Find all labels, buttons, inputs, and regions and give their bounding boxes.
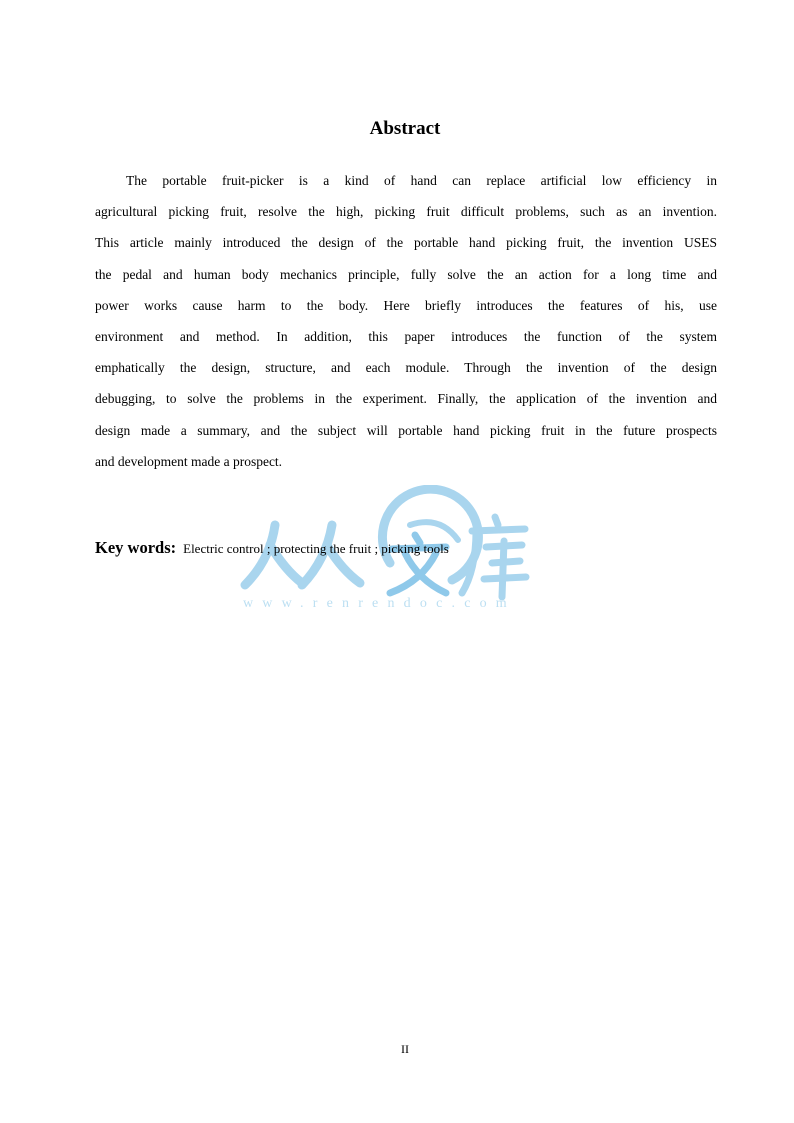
keywords-text: Electric control ; protecting the fruit ; picking tools xyxy=(183,541,449,556)
abstract-line: environment and method. In addition, this paper introduces the function of the system xyxy=(95,328,717,344)
abstract-body xyxy=(95,165,717,477)
abstract-line: power works cause harm to the body. Here briefly introduces the features of his, use xyxy=(95,297,717,313)
abstract-line: design made a summary, and the subject will portable hand picking fruit in the future prospects xyxy=(95,422,717,438)
page-number: II xyxy=(401,1042,409,1056)
abstract-line: This article mainly introduced the design of the portable hand picking fruit, the invention USES xyxy=(95,235,717,251)
abstract-line: agricultural picking fruit, resolve the high, picking fruit difficult problems, such as an invention. xyxy=(95,204,717,220)
abstract-line: the pedal and human body mechanics principle, fully solve the an action for a long time and xyxy=(95,266,717,282)
abstract-line: debugging, to solve the problems in the experiment. Finally, the application of the invention and xyxy=(95,391,717,407)
abstract-line: emphatically the design, structure, and each module. Through the invention of the design xyxy=(95,360,717,376)
abstract-line: and development made a prospect. xyxy=(95,453,283,469)
watermark-url: www.renrendoc.com xyxy=(243,596,516,611)
abstract-title: Abstract xyxy=(369,118,441,139)
keywords-label: Key words: xyxy=(95,538,177,557)
keywords xyxy=(95,538,449,558)
abstract-line: The portable fruit-picker is a kind of hand can replace artificial low efficiency in xyxy=(126,173,717,188)
